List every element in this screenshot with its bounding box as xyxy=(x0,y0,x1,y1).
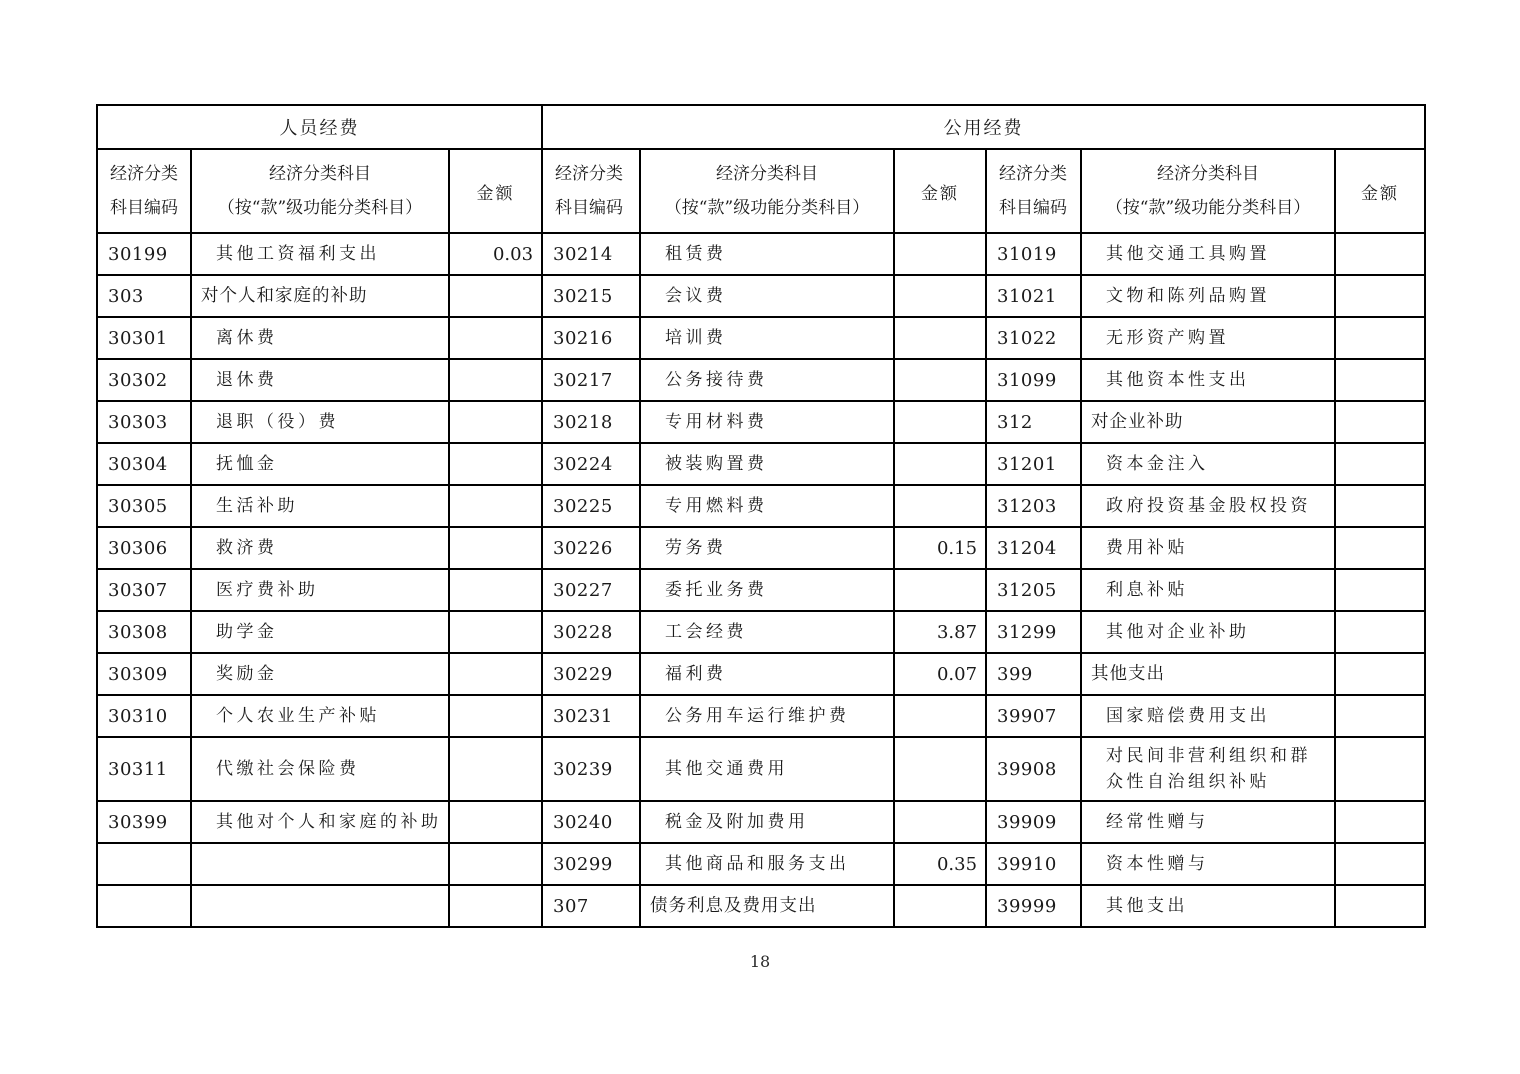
subject-cell: 政府投资基金股权投资 xyxy=(1081,485,1335,527)
code-cell: 30228 xyxy=(542,611,640,653)
subject-cell: 奖励金 xyxy=(191,653,449,695)
code-cell xyxy=(97,885,191,927)
amount-cell xyxy=(1335,317,1425,359)
section-header-row xyxy=(97,105,1425,149)
amount-cell: 0.07 xyxy=(894,653,986,695)
subject-cell: 其他支出 xyxy=(1081,653,1335,695)
header-subject-3: 经济分类科目 （按“款”级功能分类科目） xyxy=(1081,149,1335,233)
subject-cell: 资本金注入 xyxy=(1081,443,1335,485)
code-cell: 30304 xyxy=(97,443,191,485)
code-cell: 30399 xyxy=(97,801,191,843)
subject-cell xyxy=(191,885,449,927)
amount-cell xyxy=(1335,401,1425,443)
amount-cell xyxy=(894,801,986,843)
code-cell: 30217 xyxy=(542,359,640,401)
code-cell xyxy=(97,843,191,885)
subject-cell: 其他交通工具购置 xyxy=(1081,233,1335,275)
amount-cell xyxy=(1335,695,1425,737)
table-row xyxy=(97,695,1425,737)
amount-cell xyxy=(449,401,542,443)
amount-cell xyxy=(449,611,542,653)
subject-cell: 退休费 xyxy=(191,359,449,401)
code-cell: 31299 xyxy=(986,611,1081,653)
amount-cell: 0.35 xyxy=(894,843,986,885)
amount-cell xyxy=(1335,885,1425,927)
subject-cell: 无形资产购置 xyxy=(1081,317,1335,359)
amount-cell xyxy=(894,569,986,611)
subject-cell: 其他工资福利支出 xyxy=(191,233,449,275)
header-code-2: 经济分类 科目编码 xyxy=(542,149,640,233)
code-cell: 30302 xyxy=(97,359,191,401)
amount-cell xyxy=(1335,233,1425,275)
subject-cell: 其他交通费用 xyxy=(640,737,894,801)
amount-cell xyxy=(449,527,542,569)
page-number: 18 xyxy=(749,952,771,971)
amount-cell xyxy=(894,401,986,443)
subject-cell: 医疗费补助 xyxy=(191,569,449,611)
code-cell: 30215 xyxy=(542,275,640,317)
budget-classification-table xyxy=(96,104,1426,928)
code-cell: 31022 xyxy=(986,317,1081,359)
code-cell: 30218 xyxy=(542,401,640,443)
subject-cell: 债务利息及费用支出 xyxy=(640,885,894,927)
amount-cell xyxy=(1335,801,1425,843)
subject-cell: 被装购置费 xyxy=(640,443,894,485)
amount-cell xyxy=(1335,843,1425,885)
amount-cell xyxy=(894,695,986,737)
code-cell: 30307 xyxy=(97,569,191,611)
subject-cell: 离休费 xyxy=(191,317,449,359)
amount-cell xyxy=(1335,485,1425,527)
amount-cell xyxy=(894,317,986,359)
amount-cell xyxy=(894,737,986,801)
subject-cell: 租赁费 xyxy=(640,233,894,275)
code-cell: 30231 xyxy=(542,695,640,737)
code-cell: 31099 xyxy=(986,359,1081,401)
amount-cell xyxy=(449,801,542,843)
code-cell: 31205 xyxy=(986,569,1081,611)
header-code-1: 经济分类 科目编码 xyxy=(97,149,191,233)
code-cell: 307 xyxy=(542,885,640,927)
code-cell: 31019 xyxy=(986,233,1081,275)
subject-cell: 公务接待费 xyxy=(640,359,894,401)
code-cell: 31021 xyxy=(986,275,1081,317)
table-row xyxy=(97,359,1425,401)
header-code-3: 经济分类 科目编码 xyxy=(986,149,1081,233)
amount-cell: 0.03 xyxy=(449,233,542,275)
amount-cell xyxy=(1335,527,1425,569)
amount-cell xyxy=(449,569,542,611)
amount-cell xyxy=(1335,569,1425,611)
code-cell: 312 xyxy=(986,401,1081,443)
subject-cell: 退职（役）费 xyxy=(191,401,449,443)
table-row xyxy=(97,653,1425,695)
code-cell: 303 xyxy=(97,275,191,317)
subject-cell: 其他对个人和家庭的补助 xyxy=(191,801,449,843)
amount-cell xyxy=(1335,359,1425,401)
code-cell: 399 xyxy=(986,653,1081,695)
table-row xyxy=(97,233,1425,275)
code-cell: 30310 xyxy=(97,695,191,737)
amount-cell xyxy=(449,885,542,927)
amount-cell xyxy=(1335,275,1425,317)
subject-cell: 专用燃料费 xyxy=(640,485,894,527)
table-row xyxy=(97,275,1425,317)
code-cell: 30224 xyxy=(542,443,640,485)
subject-cell: 税金及附加费用 xyxy=(640,801,894,843)
table-row xyxy=(97,737,1425,801)
amount-cell xyxy=(449,695,542,737)
table-row xyxy=(97,843,1425,885)
section-title-personnel: 人员经费 xyxy=(97,105,542,149)
subject-cell: 利息补贴 xyxy=(1081,569,1335,611)
table-row xyxy=(97,443,1425,485)
header-subject-1: 经济分类科目 （按“款”级功能分类科目） xyxy=(191,149,449,233)
subject-cell: 公务用车运行维护费 xyxy=(640,695,894,737)
code-cell: 30311 xyxy=(97,737,191,801)
amount-cell xyxy=(449,275,542,317)
code-cell: 30216 xyxy=(542,317,640,359)
table-body xyxy=(97,233,1425,927)
subject-cell: 福利费 xyxy=(640,653,894,695)
code-cell: 31204 xyxy=(986,527,1081,569)
column-header-row xyxy=(97,149,1425,233)
amount-cell xyxy=(449,443,542,485)
amount-cell xyxy=(1335,737,1425,801)
code-cell: 30306 xyxy=(97,527,191,569)
subject-cell: 对企业补助 xyxy=(1081,401,1335,443)
code-cell: 30214 xyxy=(542,233,640,275)
subject-cell: 其他资本性支出 xyxy=(1081,359,1335,401)
subject-cell: 其他支出 xyxy=(1081,885,1335,927)
subject-cell: 救济费 xyxy=(191,527,449,569)
code-cell: 30225 xyxy=(542,485,640,527)
code-cell: 30227 xyxy=(542,569,640,611)
amount-cell xyxy=(894,233,986,275)
amount-cell xyxy=(449,653,542,695)
amount-cell xyxy=(449,359,542,401)
amount-cell xyxy=(894,443,986,485)
code-cell: 30303 xyxy=(97,401,191,443)
code-cell: 30299 xyxy=(542,843,640,885)
subject-cell: 其他对企业补助 xyxy=(1081,611,1335,653)
subject-cell xyxy=(191,843,449,885)
code-cell: 30239 xyxy=(542,737,640,801)
subject-cell: 其他商品和服务支出 xyxy=(640,843,894,885)
code-cell: 30240 xyxy=(542,801,640,843)
code-cell: 30308 xyxy=(97,611,191,653)
subject-cell: 代缴社会保险费 xyxy=(191,737,449,801)
code-cell: 39910 xyxy=(986,843,1081,885)
amount-cell xyxy=(449,737,542,801)
subject-cell: 助学金 xyxy=(191,611,449,653)
subject-cell: 专用材料费 xyxy=(640,401,894,443)
subject-cell: 费用补贴 xyxy=(1081,527,1335,569)
table-row xyxy=(97,317,1425,359)
header-amount-2: 金额 xyxy=(894,149,986,233)
subject-cell: 劳务费 xyxy=(640,527,894,569)
subject-cell: 对个人和家庭的补助 xyxy=(191,275,449,317)
code-cell: 39999 xyxy=(986,885,1081,927)
code-cell: 31201 xyxy=(986,443,1081,485)
code-cell: 30229 xyxy=(542,653,640,695)
subject-cell: 资本性赠与 xyxy=(1081,843,1335,885)
subject-cell: 国家赔偿费用支出 xyxy=(1081,695,1335,737)
table-row xyxy=(97,485,1425,527)
amount-cell xyxy=(894,359,986,401)
amount-cell: 0.15 xyxy=(894,527,986,569)
subject-cell: 文物和陈列品购置 xyxy=(1081,275,1335,317)
subject-cell: 生活补助 xyxy=(191,485,449,527)
code-cell: 30309 xyxy=(97,653,191,695)
table-row xyxy=(97,527,1425,569)
table-row xyxy=(97,885,1425,927)
subject-cell: 经常性赠与 xyxy=(1081,801,1335,843)
amount-cell xyxy=(894,275,986,317)
amount-cell: 3.87 xyxy=(894,611,986,653)
code-cell: 30301 xyxy=(97,317,191,359)
amount-cell xyxy=(1335,443,1425,485)
amount-cell xyxy=(449,843,542,885)
subject-cell: 委托业务费 xyxy=(640,569,894,611)
amount-cell xyxy=(894,485,986,527)
subject-cell: 对民间非营利组织和群众性自治组织补贴 xyxy=(1081,737,1335,801)
code-cell: 39907 xyxy=(986,695,1081,737)
table-row xyxy=(97,401,1425,443)
subject-cell: 个人农业生产补贴 xyxy=(191,695,449,737)
table-row xyxy=(97,569,1425,611)
code-cell: 30226 xyxy=(542,527,640,569)
amount-cell xyxy=(1335,653,1425,695)
table-row xyxy=(97,801,1425,843)
header-subject-2: 经济分类科目 （按“款”级功能分类科目） xyxy=(640,149,894,233)
section-title-public: 公用经费 xyxy=(542,105,1425,149)
subject-cell: 会议费 xyxy=(640,275,894,317)
code-cell: 31203 xyxy=(986,485,1081,527)
code-cell: 39909 xyxy=(986,801,1081,843)
code-cell: 30199 xyxy=(97,233,191,275)
header-amount-3: 金额 xyxy=(1335,149,1425,233)
amount-cell xyxy=(449,317,542,359)
amount-cell xyxy=(1335,611,1425,653)
amount-cell xyxy=(894,885,986,927)
table-row xyxy=(97,611,1425,653)
amount-cell xyxy=(449,485,542,527)
subject-cell: 培训费 xyxy=(640,317,894,359)
header-amount-1: 金额 xyxy=(449,149,542,233)
code-cell: 39908 xyxy=(986,737,1081,801)
subject-cell: 工会经费 xyxy=(640,611,894,653)
subject-cell: 抚恤金 xyxy=(191,443,449,485)
code-cell: 30305 xyxy=(97,485,191,527)
